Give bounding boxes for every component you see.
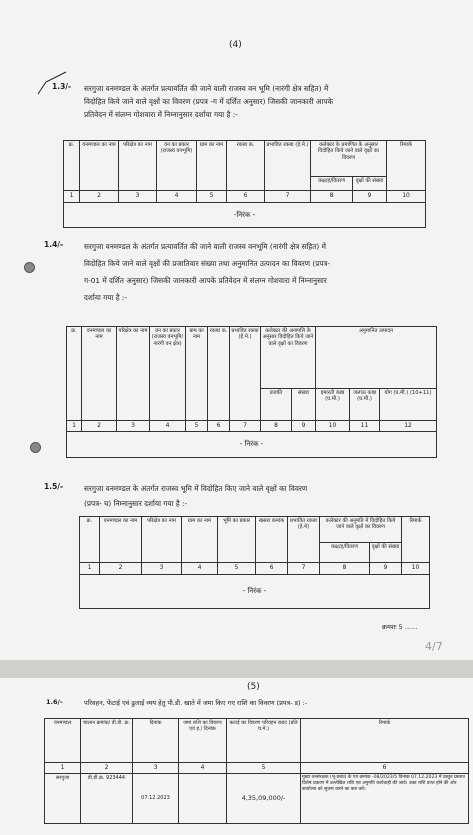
header-cell: चालान क्रमांक/ डी.डी. क्र.: [81, 719, 133, 763]
col-number: 9: [292, 421, 316, 432]
header-cell: वन का प्रकार (राजस्व वनभूमि/ नारंगी वन क्षेत्र): [150, 327, 186, 421]
punch-hole: [24, 262, 35, 273]
table-cell: 4,35,09,000/-: [227, 774, 301, 824]
table-1-3: [63, 140, 426, 228]
table-1-5: [79, 516, 430, 609]
table-cell: मुख्य वनसंरक्षक (भू-प्रबंध) के पत्र क्रमांक -08/2023/5 दिनांक 07.12.2023 में प्रस्तुत प्रस्ताव विशेष प्रकरण में उल्लेखित राशि एवं अनुमति कार्यवाही की जावे। उक्त राशि प्राप्त होने की ओर कार्यालय को सूचना करने का कष्ट करें।: [301, 774, 469, 824]
page-number: (5): [247, 682, 260, 692]
col-number: 1: [45, 763, 81, 774]
page-separator: [0, 660, 473, 678]
col-number: 8: [311, 191, 353, 203]
subheader-cell: इमारती काष्ठ (घ.मी.): [316, 389, 350, 421]
col-number: 7: [288, 563, 320, 575]
col-number: 5: [186, 421, 208, 432]
table-cell: सरगुजा: [45, 774, 81, 824]
section-1-3-line-2: विदोहित किये जाने वाले वृक्षों का विवरण (प्रपत्र -ग में दर्शित अनुसार) जिसकी जानकारी आपके: [84, 97, 334, 106]
nil-row: - निरंक -: [80, 575, 430, 609]
section-1-5-line-2: (प्रपत्र- घ) निम्नानुसार दर्शाया गया है :-: [84, 499, 188, 508]
header-cell: परिक्षेत्र का नाम: [117, 327, 150, 421]
continued-note: क्रमशः 5 ......: [382, 623, 418, 631]
col-number: 4: [157, 191, 197, 203]
header-cell: प्रभावित रकबा (हे.मे): [288, 517, 320, 563]
header-cell: ग्राम का नाम: [186, 327, 208, 421]
page-number: (4): [229, 40, 242, 50]
col-number: 6: [256, 563, 288, 575]
header-cell: रकबा क.: [227, 141, 265, 191]
subheader-cell: योग (घ.मी.) (10+11): [380, 389, 437, 421]
header-cell: वनमण्डल का नाम: [82, 327, 117, 421]
header-cell: वनमण्डल का नाम: [100, 517, 142, 563]
col-number: 8: [261, 421, 292, 432]
subheader-cell: वृक्षों की संख्या: [370, 543, 402, 563]
col-number: 12: [380, 421, 437, 432]
section-1-4-line-3: ग-01 में दर्शित अनुसार) जिसकी जानकारी आपके प्रतिवेदन में संलग्न गोशवारा में निम्नानुसार: [84, 276, 327, 285]
col-number: 4: [182, 563, 218, 575]
table-cell: डी.डी.क्र. 923444: [81, 774, 133, 824]
col-number: 3: [117, 421, 150, 432]
header-cell: ग्राम का नाम: [197, 141, 227, 191]
header-cell: वनमण्डल: [45, 719, 81, 763]
header-cell: ग्राम का नाम: [182, 517, 218, 563]
section-1-5-line-1: सरगुजा वनमण्डल के अंतर्गत राजस्व भूमि में विदोहित किए जाने वाले वृक्षों का विवरण: [84, 484, 308, 493]
section-number-1-6: 1.6/-: [46, 698, 63, 706]
section-number-1-5: 1.5/-: [44, 482, 64, 491]
col-number: 5: [227, 763, 301, 774]
header-cell: वनमण्डल का नाम: [80, 141, 119, 191]
col-number: 2: [82, 421, 117, 432]
table-cell: 07.12.2023: [133, 774, 179, 824]
col-number: 8: [320, 563, 370, 575]
section-1-3-line-1: सरगुजा वनमण्डल के अंतर्गत प्रत्यावर्तित की जाने वाली राजस्व वन भूमि (नारंगी क्षेत्र सहित) में: [84, 84, 329, 93]
col-number: 5: [218, 563, 256, 575]
col-number: 4: [179, 763, 227, 774]
col-number: 10: [316, 421, 350, 432]
subheader-cell: प्रजाति: [261, 389, 292, 421]
header-cell: वन का प्रकार (राजस्व वनभूमि): [157, 141, 197, 191]
table-cell: [179, 774, 227, 824]
subheader-cell: कक्ष/ह/वितरण: [311, 177, 353, 191]
header-cell: कलेक्टर की अनुमति में विदोहित किये जाने वाले वृक्षों का विवरण: [320, 517, 402, 543]
punch-hole: [30, 442, 41, 453]
section-number-1-4: 1.4/-: [44, 240, 64, 249]
section-1-4-line-2: विदोहित किये जाने वाले वृक्षों की प्रजातिवार संख्या तथा अनुमानित उत्पादन का विवरण (प्रपत्र-: [84, 259, 331, 268]
section-1-3-line-3: प्रतिवेदन में संलग्न गोशवारा में निम्नानुसार दर्शाया गया है :-: [84, 110, 238, 119]
header-cell: क्र.: [67, 327, 82, 421]
header-cell: रिमार्क: [301, 719, 469, 763]
col-number: 3: [133, 763, 179, 774]
col-number: 1: [64, 191, 80, 203]
section-1-6-line: परिवहन, फेंटाई एवं ढुलाई व्यय हेतु पी.डी. खाते में जमा किए गए राशि का विवरण (प्रपत्र- ड) :-: [84, 699, 308, 707]
subheader-cell: कक्ष/ह/वितरण: [320, 543, 370, 563]
header-cell: प्रभावित रकबा (हे.मे.): [265, 141, 311, 191]
header-cell: प्रभावित रकबा (हे.मे.): [230, 327, 261, 421]
header-cell: परिक्षेत्र का नाम: [142, 517, 182, 563]
col-number: 3: [119, 191, 157, 203]
header-cell: रकबा क.: [208, 327, 230, 421]
header-cell: रिमार्क: [402, 517, 430, 563]
document-page-5: [0, 678, 473, 835]
header-cell: खसरा कमांक: [256, 517, 288, 563]
col-number: 6: [301, 763, 469, 774]
section-1-4-line-4: दर्शाया गया है :-: [84, 293, 128, 302]
nil-row: - निरंक -: [67, 432, 437, 458]
header-cell: कटाई का विवरण परिवहन बजट (प्रति घ.मे.): [227, 719, 301, 763]
col-number: 9: [353, 191, 387, 203]
col-number: 2: [80, 191, 119, 203]
col-number: 3: [142, 563, 182, 575]
subheader-cell: जलाऊ काष्ठ (घ.मी.): [350, 389, 380, 421]
col-number: 10: [387, 191, 426, 203]
section-1-4-line-1: सरगुजा वनमण्डल के अंतर्गत प्रत्यावर्तित की जाने वाली राजस्व वनभूमि (नारंगी क्षेत्र सहित) में: [84, 242, 326, 251]
header-cell: जमा राशि का विवरण एवं ह./ दिनांक: [179, 719, 227, 763]
page-indicator: 4/7: [425, 640, 443, 653]
nil-row: -निरंक -: [64, 203, 426, 228]
col-number: 11: [350, 421, 380, 432]
header-cell: कलेक्टर की अनापत्ति के अनुसार विदोहित किये जाने वाले वृक्षों का विवरण: [261, 327, 316, 389]
col-number: 7: [230, 421, 261, 432]
header-cell: दिनांक: [133, 719, 179, 763]
col-number: 1: [67, 421, 82, 432]
header-cell: क्र.: [64, 141, 80, 191]
table-1-6: [44, 718, 469, 824]
subheader-cell: संख्या: [292, 389, 316, 421]
section-number-1-3: 1.3/-: [52, 82, 72, 91]
col-number: 4: [150, 421, 186, 432]
header-cell: कलेक्टर के प्रमाणित के अनुसार विदोहित किये जाने वाले वृक्षों का विवरण: [311, 141, 387, 177]
col-number: 5: [197, 191, 227, 203]
col-number: 1: [80, 563, 100, 575]
col-number: 9: [370, 563, 402, 575]
col-number: 7: [265, 191, 311, 203]
header-cell: क्र.: [80, 517, 100, 563]
col-number: 6: [227, 191, 265, 203]
header-cell: भूमि का प्रकार: [218, 517, 256, 563]
header-cell: रिमार्क: [387, 141, 426, 191]
table-1-4: [66, 326, 437, 458]
col-number: 2: [81, 763, 133, 774]
col-number: 6: [208, 421, 230, 432]
col-number: 2: [100, 563, 142, 575]
header-cell: परिक्षेत्र का नाम: [119, 141, 157, 191]
col-number: 10: [402, 563, 430, 575]
subheader-cell: वृक्षों की संख्या: [353, 177, 387, 191]
header-cell: अनुमानित उत्पादन: [316, 327, 437, 389]
